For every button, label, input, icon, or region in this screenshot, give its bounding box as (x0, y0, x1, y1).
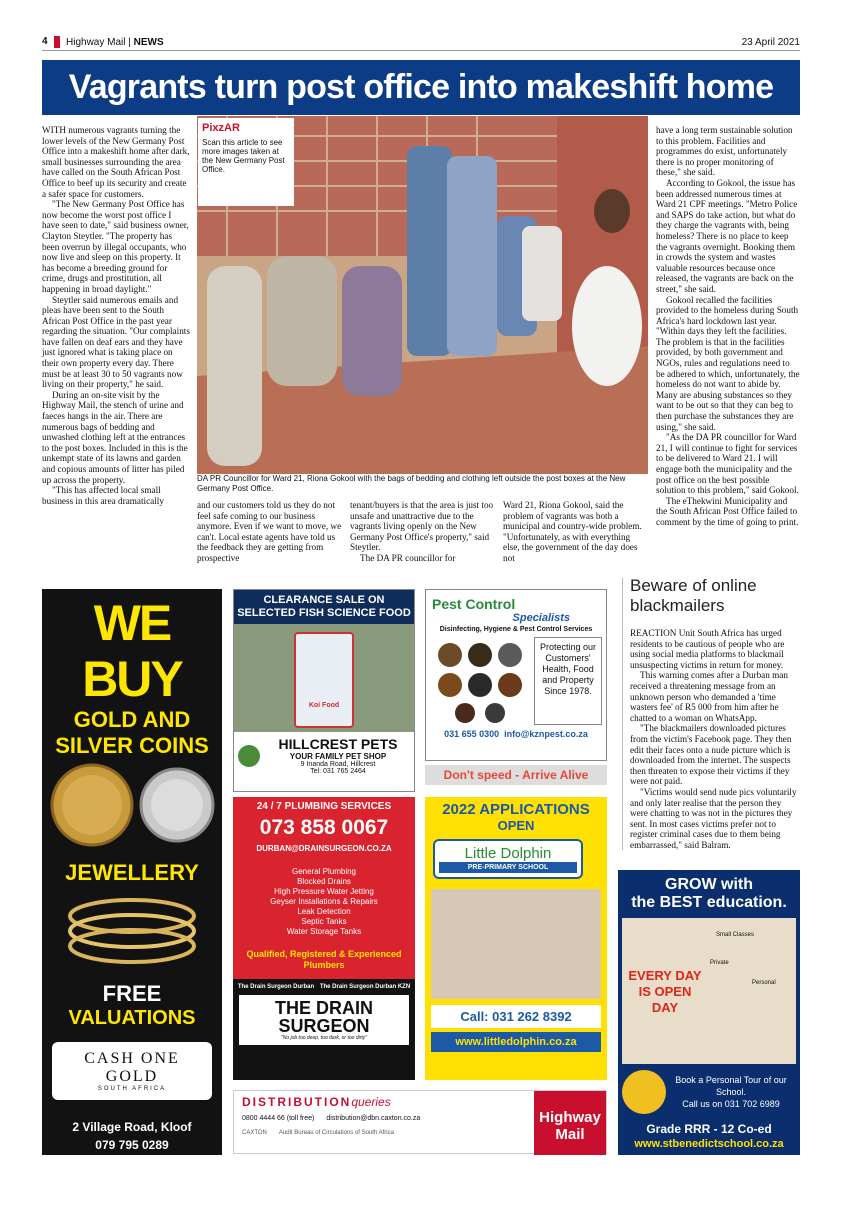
sign-personal: Personal (752, 980, 776, 986)
article-column-1 (42, 125, 190, 570)
drain-slogan: "No job too deep, too dark, or too dirty" (280, 1035, 368, 1041)
distribution-phone: 0800 4444 66 (toll free) (242, 1115, 315, 1122)
ad-hillcrest-pets[interactable] (233, 589, 415, 792)
header-rule (42, 50, 800, 51)
gold-hours: 08:00-15:30 (102, 1220, 162, 1232)
school-tour-row (618, 1070, 800, 1114)
article-column-4 (503, 500, 648, 570)
distribution-email: distribution@dbn.caxton.co.za (326, 1115, 421, 1122)
article-column-5 (656, 125, 800, 570)
paragraph: tenant/buyers is that the area is just too unsafe and unattractive due to the vagrants living openly on the New Germany Post Office's property," said Steytler. (350, 500, 494, 553)
valuations-label: VALUATIONS (68, 1007, 196, 1029)
pest-body (426, 633, 606, 729)
ad-distribution-queries[interactable] (233, 1090, 607, 1154)
drain-logo-line2: SURGEON (278, 1016, 370, 1036)
dolphin-school: PRE-PRIMARY SCHOOL (439, 862, 577, 873)
queries-word: queries (351, 1095, 391, 1109)
sidebar-headline: Beware of online blackmailers (630, 576, 757, 615)
section-marker (54, 36, 60, 48)
paragraph: "This has affected local small business in this area dramatically (42, 485, 164, 506)
paragraph: Ward 21, Riona Gokool, said the problem of vagrants was both a municipal and country-wide problem. "Unfortunately, as with everything else, the government of the day does not (503, 500, 642, 563)
photo-caption: DA PR Councillor for Ward 21, Riona Gokool with the bags of bedding and clothing left outside the post boxes at the New Germany Post Office. (197, 474, 626, 493)
paragraph: This warning comes after a Durban man received a threatening message from an unknown person who demanded a 'time wasters fee' of R5 000 from him after he chatted to a woman on WhatsApp. (630, 670, 788, 723)
ad-st-benedict-school[interactable] (618, 870, 800, 1155)
drain-services (233, 859, 415, 945)
school-call: Call us on 031 702 6989 (682, 1099, 780, 1109)
highway-mail-logo: Highway Mail (534, 1091, 606, 1155)
service-item: Geyser Installations & Repairs (270, 897, 378, 906)
school-tour-text: Book a Personal Tour of our School. (675, 1075, 787, 1097)
dolphin-name: Little Dolphin (464, 845, 552, 862)
logo-text: CASH ONE GOLD (84, 1050, 180, 1085)
article-column-2 (197, 500, 342, 570)
drain-top: 24 / 7 PLUMBING SERVICES (233, 797, 415, 816)
facebook-handle: The Drain Surgeon Durban KZN (319, 984, 411, 990)
paragraph: The eThekwini Municipality and the South African Post Office failed to comment by the time of going to print. (656, 495, 799, 527)
paragraph: REACTION Unit South Africa has urged residents to be cautious of people who are using social media platforms to blackmail unsuspecting victims in return for money. (630, 628, 785, 670)
koi-food-jar: Koi Food (294, 632, 354, 728)
ad-pest-control[interactable] (425, 589, 607, 761)
dolphin-photo (431, 889, 601, 999)
page-number: 4 (42, 36, 48, 47)
service-item: General Plumbing (291, 867, 357, 876)
pets-address: 9 Inanda Road, Hillcrest (300, 761, 376, 768)
dolphin-call: Call: 031 262 8392 (431, 1005, 601, 1028)
sidebar-body (630, 628, 800, 856)
school-head2: the BEST education. (631, 894, 787, 911)
gold-open: OPEN (109, 1186, 155, 1203)
sidebar-divider (622, 578, 623, 850)
logo-sub: SOUTH AFRICA (97, 1086, 167, 1092)
bangles-icon (42, 886, 222, 976)
paragraph: The DA PR councillor for (360, 552, 456, 563)
paragraph: WITH numerous vagrants turning the lower levels of the New Germany Post Office into a makeshift home after dark, small businesses surrounding the area have called on the South African Post Office to beef up its security and create a safer space for customers. (42, 125, 190, 199)
pets-banner-line2: SELECTED FISH SCIENCE FOOD (237, 607, 411, 619)
free-label: FREE (102, 981, 162, 1006)
issue-date: 23 April 2021 (741, 37, 800, 48)
pixzar-badge[interactable] (198, 118, 294, 206)
drain-logo-line1: THE DRAIN (275, 998, 373, 1018)
dolphin-web: www.littledolphin.co.za (431, 1032, 601, 1052)
pets-name: HILLCREST PETS (278, 736, 398, 752)
gold-sub: GOLD AND SILVER COINS (55, 707, 209, 758)
paragraph: According to Gokool, the issue has been addressed numerous times at Ward 21 CPF meetings. "Metro Police and SAPS do take action, but what do they charge the vagrants with, being homeless? There is no place to keep the vagrants overnight. Booking them in crowds the system and wastes valuable resources because once released, the vagrants are back on the street," she said. (656, 177, 798, 294)
service-item: Septic Tanks (301, 917, 347, 926)
school-illustration (622, 918, 796, 1064)
paragraph: "The blackmailers downloaded pictures from the victim's Facebook page. They then edit their faces onto a nude picture which is downloaded from the internet. The suspects then threaten to expose their victims if they were not paid. (630, 723, 792, 787)
dolphin-title: 2022 APPLICATIONS (442, 801, 590, 818)
gold-phone: 079 795 0289 (95, 1138, 169, 1152)
paragraph: "As the DA PR councillor for Ward 21, I will continue to fight for services to be delivered to Ward 21. I will engage both the municipality and the post office on the best possible solution to this problem," said Gokool. (656, 432, 799, 496)
pest-name: Pest Control (432, 596, 516, 612)
publication-title: Highway Mail (66, 37, 126, 48)
sign-small-classes: Small Classes (716, 932, 755, 938)
gold-headline: WE BUY (82, 595, 182, 707)
ad-little-dolphin[interactable] (425, 797, 607, 1080)
drain-logo (239, 995, 409, 1045)
article-column-3 (350, 500, 495, 570)
paragraph: "Victims would send nude pics voluntarily and only later realise that the person they were chatting to was not in the pictures they sent. In most cases victims prefer not to register criminal cases due to them being embarrassed," said Balram. (630, 786, 797, 850)
caxton-logo: CAXTON (242, 1130, 267, 1136)
pest-contact (426, 729, 606, 739)
pest-header (426, 590, 606, 626)
pests-icon (430, 637, 530, 725)
pets-phone: Tel: 031 765 2464 (310, 768, 366, 775)
paragraph: Gokool recalled the facilities provided to the homeless during South Africa's hard lockdown last year. "Within days they left the facilities. The problem is that in the facilities provided, by both government and NGOs, rules and regulations need to be adhered to which, unfortunately, the homeless do not want to abide by. Many are abusing substances so they want to be out so that they can beg to then purchase the substances they are using," she said. (656, 294, 800, 432)
distribution-word: DISTRIBUTION (242, 1095, 352, 1109)
school-tour (666, 1074, 796, 1110)
drain-social (233, 979, 415, 995)
pest-phone: 031 655 0300 (444, 729, 500, 739)
arrive-alive-strip: Don't speed - Arrive Alive (425, 765, 607, 785)
pets-banner (234, 590, 414, 624)
gold-days: Monday - Friday (89, 1206, 175, 1218)
instagram-handle: The Drain Surgeon Durban (237, 984, 315, 990)
school-crest-icon (622, 1070, 666, 1114)
koi-food-photo (234, 624, 414, 732)
paragraph: During an on-site visit by the Highway Mail, the stench of urine and faeces hangs in the air. There are numerous bags of bedding and unwashed clothing left at the entrances to the post boxes. Included in this is the unkempt state of its lawns and garden and copious amounts of litter has piled up across the property. (42, 389, 188, 485)
ad-drain-surgeon[interactable] (233, 797, 415, 1080)
dolphin-open: OPEN (497, 818, 535, 833)
publication-name: Highway Mail | NEWS (66, 37, 164, 48)
drain-email: DURBAN@DRAINSURGEON.CO.ZA (233, 842, 415, 859)
drain-phone: 073 858 0067 (233, 816, 415, 842)
pixzar-logo: PixzAR (202, 122, 240, 134)
pest-name2: Specialists (512, 612, 570, 624)
ad-cash-one-gold[interactable] (42, 589, 222, 1232)
gold-address: 2 Village Road, Kloof (72, 1120, 192, 1134)
service-item: Blocked Drains (297, 877, 351, 886)
section-name: NEWS (133, 37, 164, 48)
paragraph: Steytler said numerous emails and pleas have been sent to the South African Post Office in the past year regarding the situation. "Our complaints have fallen on deaf ears and they have just ignored what is taking place on their own property every day. There must be at least 30 to 50 vagrants now living on their property," he said. (42, 294, 190, 390)
pets-tagline: YOUR FAMILY PET SHOP (289, 752, 387, 761)
pets-footer (234, 732, 414, 779)
school-web: www.stbenedictschool.co.za (634, 1138, 784, 1150)
headline: Vagrants turn post office into makeshift home (42, 60, 800, 115)
cash-one-gold-logo (52, 1042, 212, 1100)
jewellery-label: JEWELLERY (65, 860, 199, 885)
pixzar-text: Scan this article to see more images taken at the New Germany Post Office. (202, 138, 285, 174)
pest-email: info@kznpest.co.za (504, 729, 588, 739)
school-head1: GROW with (665, 876, 753, 893)
sign-private: Private (710, 960, 729, 966)
gold-email: Sales@cash1gold.com (66, 1156, 198, 1170)
coins-icon (42, 759, 222, 851)
paragraph: and our customers told us they do not feel safe coming to our business anymore. Even if we want to move, we can't. Local estate agents have told us the feedback they are getting from prospective (197, 500, 342, 563)
school-everyday: EVERY DAY IS OPEN DAY (628, 968, 702, 1015)
paragraph: "The New Germany Post Office has now become the worst post office I have seen to date," said business owner, Clayton Steytler. "The property has been overrun by illegal occupants, who now live and sleep on this property. It has become a breeding ground for crime, drugs and prostitution, all happening in broad daylight." (42, 199, 189, 294)
dolphin-logo (433, 839, 583, 879)
pest-blurb: Protecting our Customers' Health, Food and Property Since 1978. (534, 637, 602, 725)
service-item: Water Storage Tanks (286, 927, 362, 936)
school-grade: Grade RRR - 12 Co-ed (646, 1122, 772, 1136)
service-item: Leak Detection (297, 907, 351, 916)
service-item: High Pressure Water Jetting (274, 887, 374, 896)
abc-logo: Audit Bureau of Circulations of South Africa (278, 1130, 394, 1136)
pest-services: Disinfecting, Hygiene & Pest Control Services (439, 626, 593, 633)
drain-qualified: Qualified, Registered & Experienced Plumbers (233, 945, 415, 979)
paragraph: have a long term sustainable solution to this problem. Facilities and programmes do exist, unfortunately there is no proper monitoring of these," she said. (656, 125, 793, 178)
pets-banner-line1: CLEARANCE SALE ON (263, 594, 385, 606)
pets-logo-icon (238, 745, 260, 767)
